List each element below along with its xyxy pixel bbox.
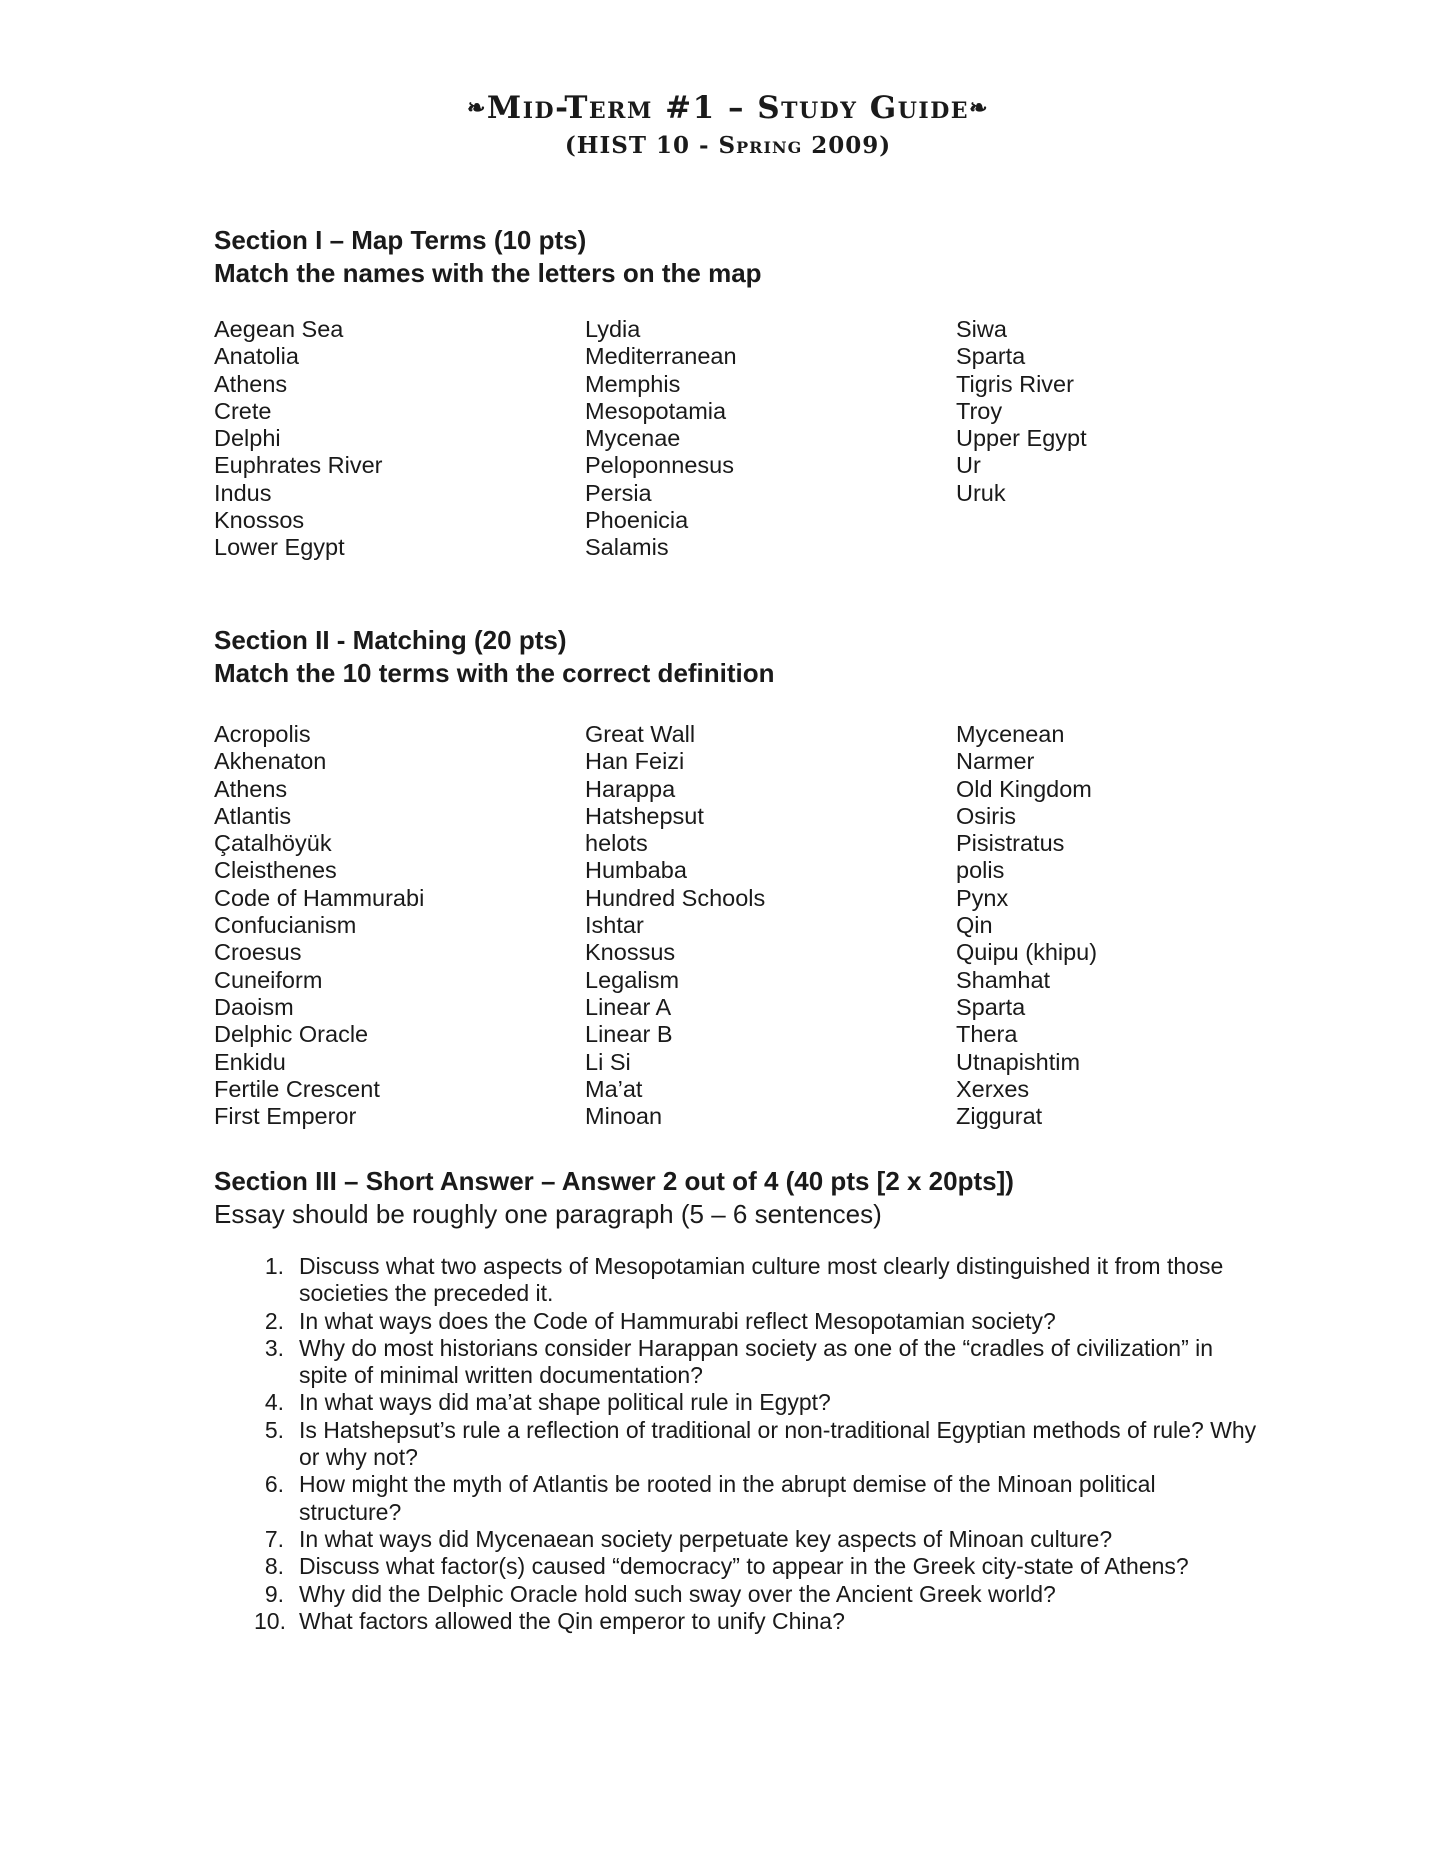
term-item: Indus bbox=[214, 479, 272, 506]
term-item: Atlantis bbox=[214, 802, 292, 829]
question-item bbox=[254, 1608, 1264, 1635]
term-item: Lydia bbox=[585, 316, 641, 342]
question-number: 10. bbox=[254, 1607, 286, 1634]
question-number: 9. bbox=[264, 1580, 284, 1607]
question-number: 7. bbox=[264, 1525, 284, 1552]
term-item: Uruk bbox=[956, 479, 1006, 506]
question-item bbox=[254, 1335, 1264, 1390]
section2-column-1 bbox=[214, 721, 424, 1130]
title-block bbox=[0, 88, 1456, 162]
question-item bbox=[254, 1581, 1264, 1608]
section1-heading: Section I – Map Terms (10 pts) bbox=[214, 225, 587, 255]
term-item: Confucianism bbox=[214, 912, 357, 939]
section2-column-3 bbox=[956, 721, 1097, 1130]
term-item: Utnapishtim bbox=[956, 1048, 1081, 1075]
term-item: Acropolis bbox=[214, 721, 311, 747]
term-item: Han Feizi bbox=[585, 748, 685, 775]
section3-heading: Section III – Short Answer – Answer 2 out of 4 (40 pts [2 x 20pts]) bbox=[214, 1166, 1014, 1196]
term-item: Shamhat bbox=[956, 966, 1051, 993]
term-item: Athens bbox=[214, 775, 288, 802]
term-item: polis bbox=[956, 857, 1005, 884]
term-item: Knossos bbox=[214, 507, 305, 534]
question-number: 5. bbox=[264, 1416, 284, 1443]
term-item: Narmer bbox=[956, 748, 1035, 775]
term-item: Xerxes bbox=[956, 1075, 1030, 1102]
term-item: Enkidu bbox=[214, 1048, 286, 1075]
term-item: Linear B bbox=[585, 1021, 673, 1048]
question-item bbox=[254, 1526, 1264, 1553]
fleuron-left-icon: ❧ bbox=[466, 95, 487, 121]
section2-header bbox=[214, 624, 775, 690]
question-item bbox=[254, 1417, 1264, 1472]
term-item: Ishtar bbox=[585, 912, 644, 939]
question-text: Discuss what factor(s) caused “democracy” to appear in the Greek city-state of Athens? bbox=[299, 1553, 1189, 1580]
question-number: 2. bbox=[264, 1307, 284, 1334]
term-item: Quipu (khipu) bbox=[956, 939, 1098, 966]
term-item: Salamis bbox=[585, 534, 669, 561]
question-list bbox=[254, 1253, 1264, 1635]
term-item: Crete bbox=[214, 397, 272, 424]
term-item: Sparta bbox=[956, 343, 1026, 370]
term-item: Hatshepsut bbox=[585, 802, 704, 829]
term-item: Harappa bbox=[585, 775, 676, 802]
term-item: Persia bbox=[585, 479, 652, 506]
question-item bbox=[254, 1471, 1264, 1526]
term-item: Athens bbox=[214, 370, 288, 397]
term-item: Linear A bbox=[585, 993, 672, 1020]
term-item: Memphis bbox=[585, 370, 681, 397]
term-item: Li Si bbox=[585, 1048, 631, 1075]
term-item: Ziggurat bbox=[956, 1103, 1043, 1130]
term-item: Cleisthenes bbox=[214, 857, 337, 884]
term-item: Osiris bbox=[956, 802, 1017, 829]
term-item: Pisistratus bbox=[956, 830, 1065, 857]
question-number: 1. bbox=[264, 1253, 284, 1279]
term-item: Thera bbox=[956, 1021, 1018, 1048]
term-item: Sparta bbox=[956, 993, 1026, 1020]
term-item: Mycenean bbox=[956, 721, 1065, 747]
term-item: Great Wall bbox=[585, 721, 696, 747]
question-item bbox=[254, 1308, 1264, 1335]
section2-column-2 bbox=[585, 721, 765, 1130]
page-subtitle: (HIST 10 - Spring 2009) bbox=[564, 132, 892, 159]
section1-column-3 bbox=[956, 316, 1087, 507]
term-item: Delphic Oracle bbox=[214, 1021, 369, 1048]
term-item: Lower Egypt bbox=[214, 534, 345, 561]
question-number: 6. bbox=[264, 1471, 284, 1498]
section1-column-2 bbox=[585, 316, 737, 562]
term-item: Fertile Crescent bbox=[214, 1075, 380, 1102]
term-item: Euphrates River bbox=[214, 452, 383, 479]
term-item: Mesopotamia bbox=[585, 397, 727, 424]
fleuron-right-icon: ❧ bbox=[969, 95, 989, 121]
question-text: What factors allowed the Qin emperor to unify China? bbox=[299, 1607, 845, 1634]
question-item bbox=[254, 1389, 1264, 1416]
term-item: Cuneiform bbox=[214, 966, 323, 993]
term-item: Peloponnesus bbox=[585, 452, 734, 479]
question-number: 8. bbox=[264, 1553, 284, 1580]
term-item: Aegean Sea bbox=[214, 316, 344, 342]
term-item: First Emperor bbox=[214, 1103, 357, 1130]
term-item: Troy bbox=[956, 397, 1003, 424]
term-item: Ur bbox=[956, 452, 981, 479]
term-item: Tigris River bbox=[956, 370, 1074, 397]
question-item bbox=[254, 1253, 1264, 1308]
term-item: Çatalhöyük bbox=[214, 830, 332, 857]
question-text: In what ways does the Code of Hammurabi reflect Mesopotamian society? bbox=[299, 1307, 1056, 1334]
term-item: Phoenicia bbox=[585, 507, 689, 534]
question-text: Discuss what two aspects of Mesopotamian culture most clearly distinguished it from those societies the preceded it. bbox=[299, 1253, 1224, 1307]
question-text: Why did the Delphic Oracle hold such sway over the Ancient Greek world? bbox=[299, 1580, 1056, 1607]
term-item: Code of Hammurabi bbox=[214, 884, 425, 911]
question-text: In what ways did Mycenaean society perpetuate key aspects of Minoan culture? bbox=[299, 1525, 1113, 1552]
question-text: In what ways did ma’at shape political rule in Egypt? bbox=[299, 1389, 831, 1416]
term-item: Qin bbox=[956, 912, 993, 939]
term-item: Minoan bbox=[585, 1103, 663, 1130]
section1-column-1 bbox=[214, 316, 383, 562]
section3-header bbox=[214, 1165, 1014, 1231]
page-title-text: Mid-Term #1 – Study Guide bbox=[486, 90, 970, 126]
section1-instruction: Match the names with the letters on the map bbox=[214, 258, 762, 288]
term-item: Daoism bbox=[214, 993, 294, 1020]
term-item: helots bbox=[585, 830, 648, 857]
term-item: Anatolia bbox=[214, 343, 299, 370]
term-item: Knossus bbox=[585, 939, 676, 966]
term-item: Humbaba bbox=[585, 857, 687, 884]
question-text: Is Hatshepsut’s rule a reflection of traditional or non-traditional Egyptian methods of rule? Why or why not? bbox=[299, 1416, 1257, 1471]
question-text: How might the myth of Atlantis be rooted in the abrupt demise of the Minoan political structure? bbox=[299, 1471, 1156, 1525]
term-item: Mediterranean bbox=[585, 343, 737, 370]
term-item: Mycenae bbox=[585, 425, 681, 452]
term-item: Delphi bbox=[214, 425, 281, 452]
term-item: Siwa bbox=[956, 316, 1007, 342]
question-number: 3. bbox=[264, 1334, 284, 1361]
question-text: Why do most historians consider Harappan society as one of the “cradles of civilization” in spite of minimal written documentation? bbox=[299, 1334, 1214, 1389]
question-item bbox=[254, 1553, 1264, 1580]
term-item: Pynx bbox=[956, 884, 1009, 911]
term-item: Croesus bbox=[214, 939, 302, 966]
question-number: 4. bbox=[264, 1389, 284, 1416]
term-item: Upper Egypt bbox=[956, 425, 1087, 452]
section3-instruction: Essay should be roughly one paragraph (5 – 6 sentences) bbox=[214, 1199, 882, 1229]
section1-header bbox=[214, 224, 762, 290]
term-item: Legalism bbox=[585, 966, 680, 993]
section2-instruction: Match the 10 terms with the correct definition bbox=[214, 658, 775, 688]
term-item: Ma’at bbox=[585, 1075, 643, 1102]
term-item: Old Kingdom bbox=[956, 775, 1092, 802]
section2-heading: Section II - Matching (20 pts) bbox=[214, 625, 567, 655]
term-item: Hundred Schools bbox=[585, 884, 766, 911]
term-item: Akhenaton bbox=[214, 748, 327, 775]
page-title bbox=[0, 88, 1456, 128]
